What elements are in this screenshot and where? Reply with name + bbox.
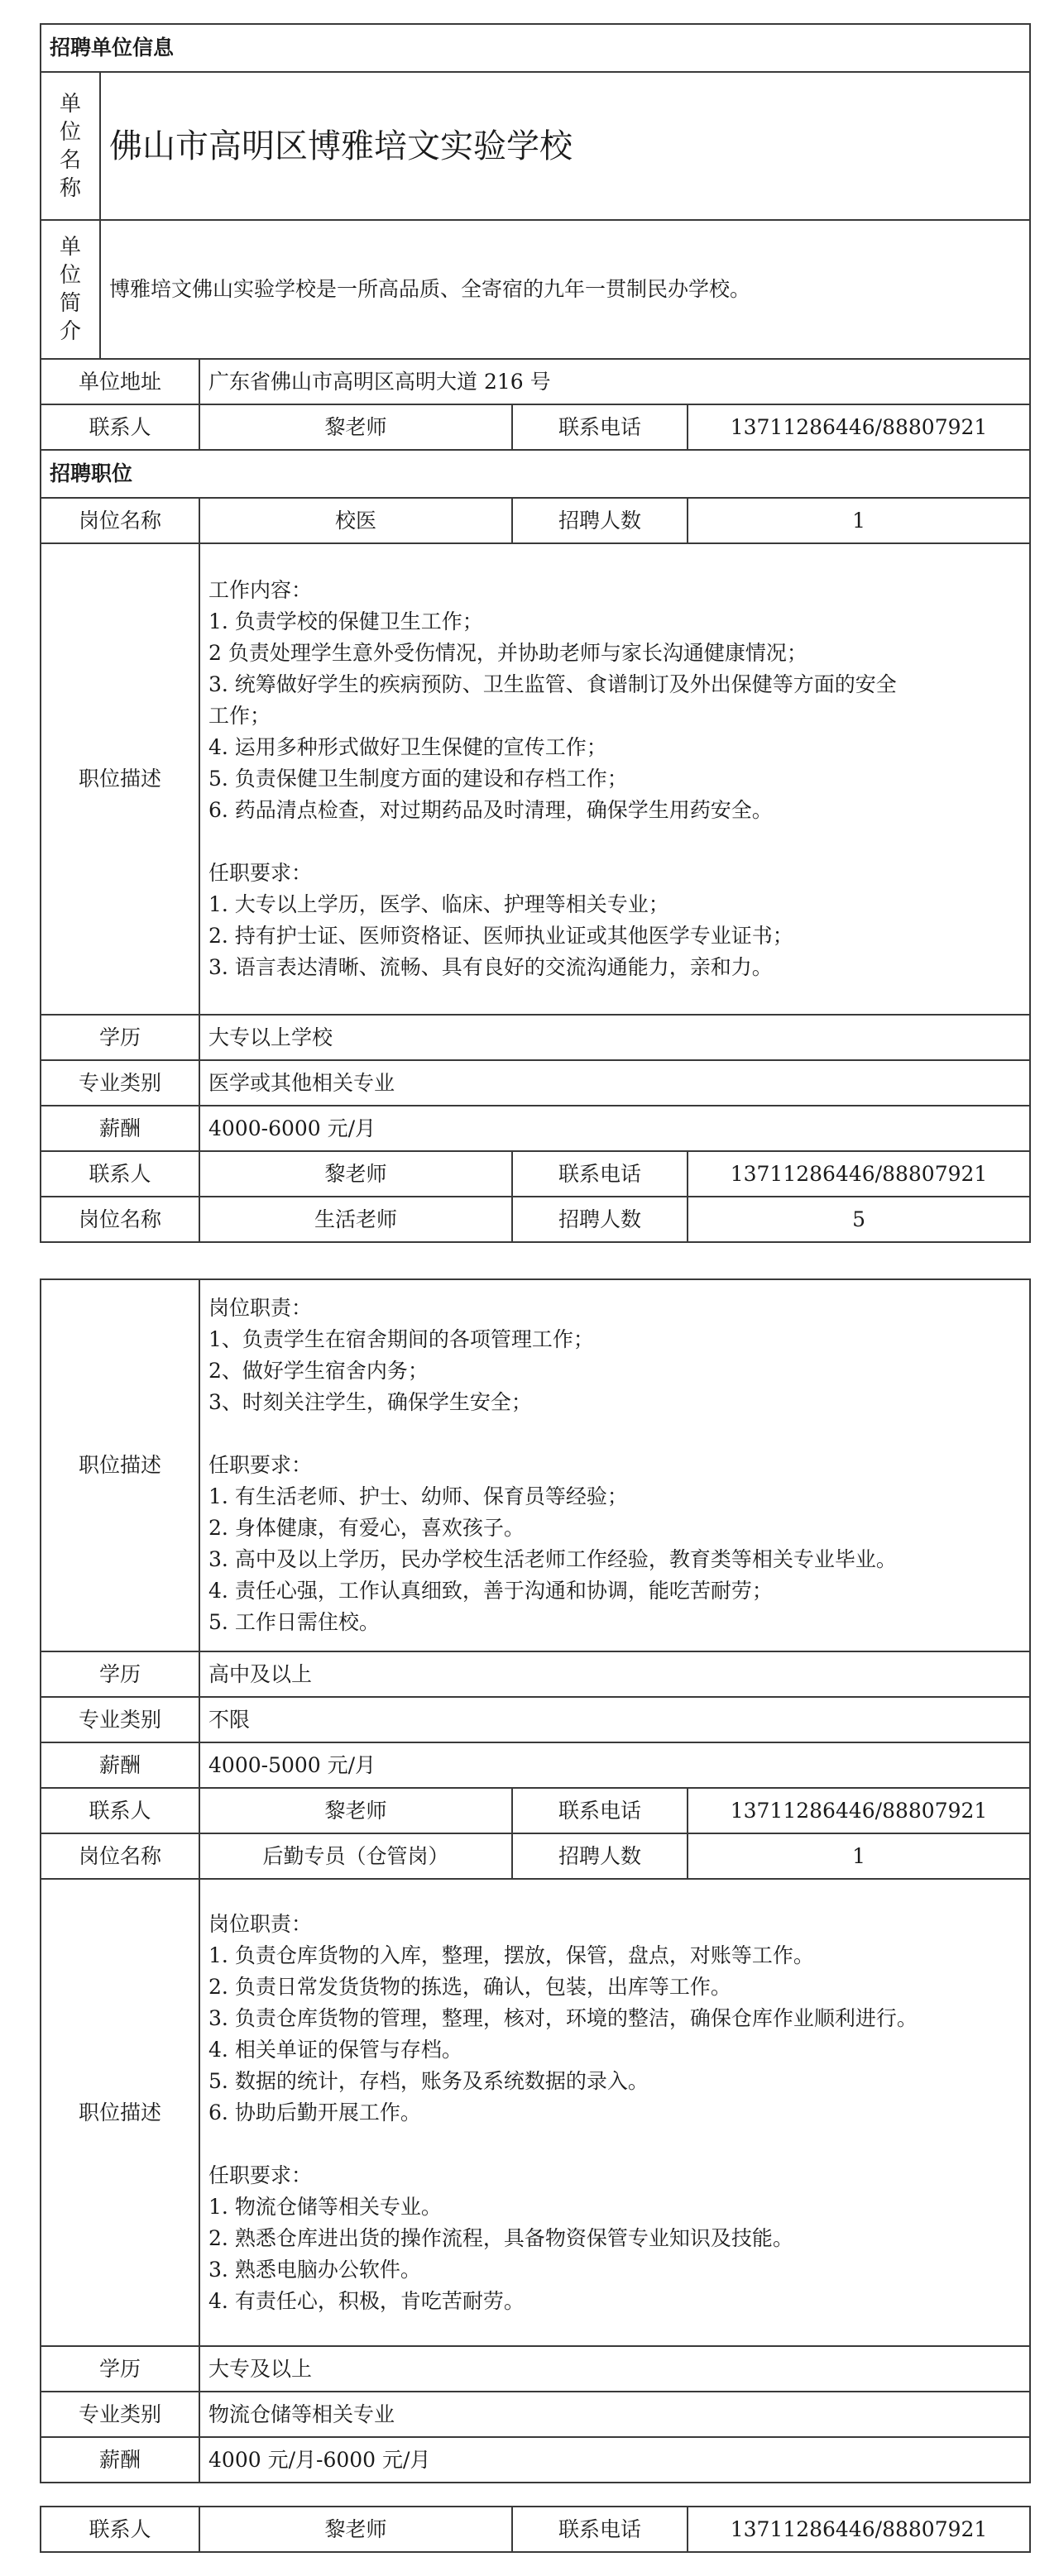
phone-label: 联系电话 [512,1151,688,1197]
contact-label: 联系人 [41,1151,199,1197]
position-3-contact-row [41,2507,1030,2552]
desc-line: 任职要求： [208,2163,313,2187]
unit-contact: 黎老师 [199,404,512,450]
unit-phone: 13711286446/88807921 [688,404,1030,450]
phone-label: 联系电话 [512,1788,688,1833]
desc-spacer [208,826,1021,858]
position-3-contact: 黎老师 [199,2507,512,2552]
unit-intro-row [41,220,1030,359]
salary-label: 薪酬 [41,2437,199,2483]
desc-line: 5. 数据的统计，存档，账务及系统数据的录入。 [208,2068,649,2093]
block-unit-and-position-1 [40,23,1029,1243]
recruitment-table-part-2 [40,1278,1031,2483]
position-1-education: 大专以上学校 [199,1015,1030,1060]
position-2-major: 不限 [199,1697,1030,1742]
education-label: 学历 [41,1015,199,1060]
unit-intro: 博雅培文佛山实验学校是一所高品质、全寄宿的九年一贯制民办学校。 [109,277,751,301]
positions-section-header-row [41,450,1030,498]
headcount-label: 招聘人数 [512,1833,688,1879]
desc-line: 1. 负责学校的保健卫生工作； [208,609,483,633]
major-label: 专业类别 [41,2392,199,2437]
desc-line: 4. 运用多种形式做好卫生保健的宣传工作； [208,735,607,759]
position-2-name-row [41,1197,1030,1242]
position-1-name-row [41,498,1030,543]
block-positions-2-3 [40,1278,1029,2483]
education-label: 学历 [41,2346,199,2392]
desc-line: 1、负责学生在宿舍期间的各项管理工作； [208,1327,594,1351]
position-name-label: 岗位名称 [41,1197,199,1242]
education-label: 学历 [41,1651,199,1697]
position-3-description [199,1879,1030,2346]
desc-line: 3. 熟悉电脑办公软件。 [208,2257,421,2282]
desc-line: 5. 负责保健卫生制度方面的建设和存档工作； [208,767,628,791]
position-1-name: 校医 [199,498,512,543]
position-3-major-row [41,2392,1030,2437]
desc-line: 3. 高中及以上学历，民办学校生活老师工作经验，教育类等相关专业毕业。 [208,1547,897,1571]
unit-contact-row [41,404,1030,450]
description-label: 职位描述 [41,543,199,1015]
position-1-phone: 13711286446/88807921 [688,1151,1030,1197]
position-3-major: 物流仓储等相关专业 [199,2392,1030,2437]
position-3-headcount: 1 [688,1833,1030,1879]
position-1-headcount: 1 [688,498,1030,543]
desc-line: 3. 负责仓库货物的管理，整理，核对，环境的整洁，确保仓库作业顺利进行。 [208,2005,918,2030]
position-name-label: 岗位名称 [41,498,199,543]
recruitment-table-part-1 [40,23,1031,1243]
position-2-salary-row [41,1742,1030,1788]
desc-line: 4. 责任心强，工作认真细致，善于沟通和协调，能吃苦耐劳； [208,1579,773,1603]
unit-address-label: 单位地址 [41,359,199,404]
position-1-major-row [41,1060,1030,1106]
unit-contact-label: 联系人 [41,404,199,450]
position-3-salary-row [41,2437,1030,2483]
desc-line: 3、时刻关注学生，确保学生安全； [208,1390,532,1414]
position-2-name: 生活老师 [199,1197,512,1242]
position-1-education-row [41,1015,1030,1060]
desc-line: 1. 负责仓库货物的入库，整理，摆放，保管，盘点，对账等工作。 [208,1943,814,1967]
desc-line: 岗位职责： [208,1296,313,1320]
position-1-contact-row [41,1151,1030,1197]
unit-name-row [41,72,1030,220]
position-2-description [199,1279,1030,1651]
desc-line: 岗位职责： [208,1911,313,1936]
unit-section-title: 招聘单位信息 [41,24,1030,72]
position-1-contact: 黎老师 [199,1151,512,1197]
desc-line: 4. 有责任心，积极，肯吃苦耐劳。 [208,2288,525,2313]
major-label: 专业类别 [41,1060,199,1106]
desc-spacer [208,1418,1021,1450]
desc-line: 任职要求： [208,861,313,885]
desc-line: 3. 统筹做好学生的疾病预防、卫生监管、食谱制订及外出保健等方面的安全 [208,672,897,696]
position-1-salary: 4000-6000 元/月 [199,1106,1030,1151]
desc-line: 3. 语言表达清晰、流畅、具有良好的交流沟通能力，亲和力。 [208,955,773,979]
major-label: 专业类别 [41,1697,199,1742]
desc-line: 1. 大专以上学历，医学、临床、护理等相关专业； [208,892,669,916]
unit-phone-label: 联系电话 [512,404,688,450]
block-final-contact [40,2506,1029,2553]
position-2-contact: 黎老师 [199,1788,512,1833]
salary-label: 薪酬 [41,1742,199,1788]
unit-intro-cell [100,220,1030,359]
position-3-phone: 13711286446/88807921 [688,2507,1030,2552]
desc-line: 6. 药品清点检查，对过期药品及时清理，确保学生用药安全。 [208,798,773,822]
position-1-description-row [41,543,1030,1015]
position-1-salary-row [41,1106,1030,1151]
unit-intro-label: 单 位 简 介 [41,220,100,359]
desc-line: 2、做好学生宿舍内务； [208,1359,429,1383]
position-2-major-row [41,1697,1030,1742]
desc-line: 6. 协助后勤开展工作。 [208,2100,421,2124]
desc-line: 任职要求： [208,1453,313,1477]
unit-address-row [41,359,1030,404]
position-2-salary: 4000-5000 元/月 [199,1742,1030,1788]
position-3-name: 后勤专员（仓管岗） [199,1833,512,1879]
description-label: 职位描述 [41,1279,199,1651]
unit-name-label: 单 位 名 称 [41,72,100,220]
desc-line: 1. 有生活老师、护士、幼师、保育员等经验； [208,1484,628,1508]
position-3-education-row [41,2346,1030,2392]
position-1-description [199,543,1030,1015]
contact-label: 联系人 [41,2507,199,2552]
desc-line: 工作； [208,704,271,728]
desc-line: 2. 熟悉仓库进出货的操作流程，具备物资保管专业知识及技能。 [208,2225,793,2250]
position-2-headcount: 5 [688,1197,1030,1242]
unit-name-cell [100,72,1030,220]
desc-line: 2 负责处理学生意外受伤情况，并协助老师与家长沟通健康情况； [208,641,807,665]
unit-section-header-row [41,24,1030,72]
headcount-label: 招聘人数 [512,1197,688,1242]
position-3-salary: 4000 元/月-6000 元/月 [199,2437,1030,2483]
salary-label: 薪酬 [41,1106,199,1151]
position-2-contact-row [41,1788,1030,1833]
position-3-education: 大专及以上 [199,2346,1030,2392]
position-3-name-row [41,1833,1030,1879]
unit-name: 佛山市高明区博雅培文实验学校 [109,127,573,165]
headcount-label: 招聘人数 [512,498,688,543]
desc-line: 2. 持有护士证、医师资格证、医师执业证或其他医学专业证书； [208,924,793,948]
position-2-education-row [41,1651,1030,1697]
recruitment-table-part-3 [40,2506,1031,2553]
desc-line: 工作内容： [208,578,313,602]
contact-label: 联系人 [41,1788,199,1833]
positions-section-title: 招聘职位 [41,450,1030,498]
desc-line: 5. 工作日需住校。 [208,1610,380,1634]
desc-line: 2. 负责日常发货货物的拣选，确认，包装，出库等工作。 [208,1974,731,1999]
position-3-description-row [41,1879,1030,2346]
position-2-description-row [41,1279,1030,1651]
phone-label: 联系电话 [512,2507,688,2552]
position-name-label: 岗位名称 [41,1833,199,1879]
unit-address: 广东省佛山市高明区高明大道 216 号 [199,359,1030,404]
desc-spacer [208,2129,1021,2160]
position-2-phone: 13711286446/88807921 [688,1788,1030,1833]
desc-line: 2. 身体健康，有爱心，喜欢孩子。 [208,1516,525,1540]
position-2-education: 高中及以上 [199,1651,1030,1697]
position-1-major: 医学或其他相关专业 [199,1060,1030,1106]
desc-line: 1. 物流仓储等相关专业。 [208,2194,442,2219]
description-label: 职位描述 [41,1879,199,2346]
desc-line: 4. 相关单证的保管与存档。 [208,2037,462,2062]
